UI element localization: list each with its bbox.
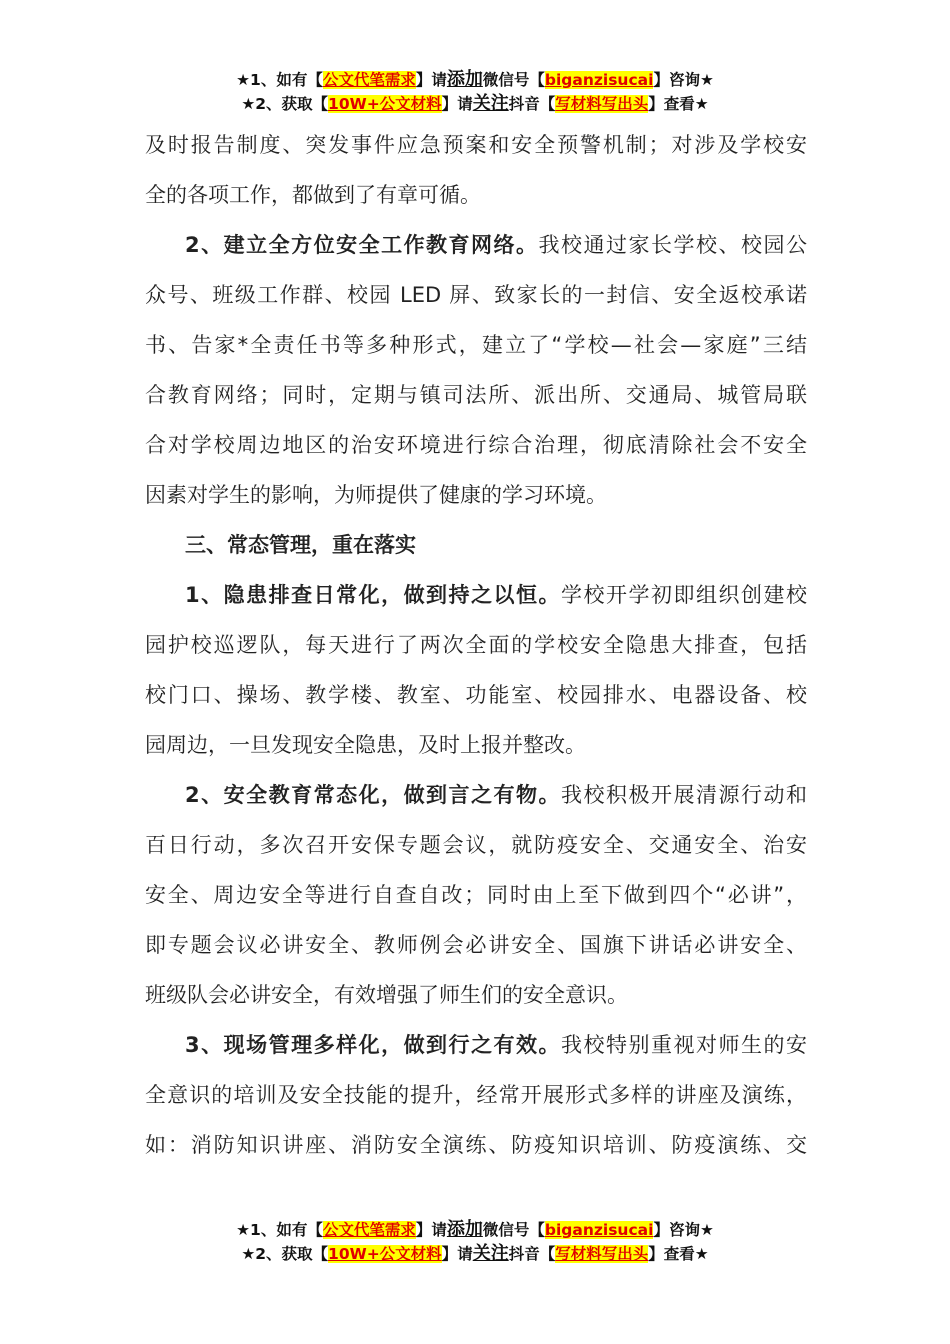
line-text: 百日行动，多次召开安保专题会议，就防疫安全、交通安全、治安 [145,833,807,857]
text-line [145,920,807,970]
text-line [185,770,807,820]
line-text: 校门口、操场、教学楼、教室、功能室、校园排水、电器设备、校 [145,683,807,707]
line-text: 合教育网络；同时，定期与镇司法所、派出所、交通局、城管局联 [145,383,807,407]
text-line [145,370,807,420]
highlight: 公文代笔需求 [322,1221,416,1239]
line-text: 学校开学初即组织创建校 [561,583,807,607]
highlight: 10W+公文材料 [328,95,442,113]
text-line [145,170,807,220]
text-line [145,1120,807,1170]
bold-lead: 三、常态管理，重在落实 [185,533,416,557]
line-text: 全意识的培训及安全技能的提升，经常开展形式多样的讲座及演练， [145,1083,807,1107]
highlight: 10W+公文材料 [328,1245,442,1263]
header-banner [0,68,950,116]
text-line [145,470,807,520]
text-line [145,820,807,870]
line-text: 因素对学生的影响，为师提供了健康的学习环境。 [145,483,607,507]
wechat-id: biganzisucai [544,71,654,89]
douyin-id: 写材料写出头 [555,95,649,113]
line-text: 园周边，一旦发现安全隐患，及时上报并整改。 [145,733,586,757]
line-text: 园护校巡逻队，每天进行了两次全面的学校安全隐患大排查，包括 [145,633,807,657]
text-line [185,220,807,270]
line-text: 即专题会议必讲安全、教师例会必讲安全、国旗下讲话必讲安全、 [145,933,807,957]
bold-lead: 1、隐患排查日常化，做到持之以恒。 [185,583,562,607]
text-line [145,670,807,720]
line-text: 我校通过家长学校、校园公 [538,233,807,257]
line-text: 我校特别重视对师生的安 [561,1033,807,1057]
bold-lead: 3、现场管理多样化，做到行之有效。 [185,1033,562,1057]
text-line [145,120,807,170]
bold-lead: 2、建立全方位安全工作教育网络。 [185,233,539,257]
text-line [185,1020,807,1070]
text-line [145,870,807,920]
text-line [185,570,807,620]
highlight: 公文代笔需求 [322,71,416,89]
text-line [145,320,807,370]
text-line [185,520,807,570]
douyin-id: 写材料写出头 [555,1245,649,1263]
line-text: 书、告家*全责任书等多种形式，建立了“学校—社会—家庭”三结 [145,333,807,357]
text-line [145,620,807,670]
line-text: 班级队会必讲安全，有效增强了师生们的安全意识。 [145,983,628,1007]
bold-lead: 2、安全教育常态化，做到言之有物。 [185,783,562,807]
text-line [145,970,807,1020]
line-text: 合对学校周边地区的治安环境进行综合治理，彻底清除社会不安全 [145,433,807,457]
line-text: 众号、班级工作群、校园 LED 屏、致家长的一封信、安全返校承诺 [145,283,807,307]
line-text: 如：消防知识讲座、消防安全演练、防疫知识培训、防疫演练、交 [145,1133,807,1157]
line-text: 及时报告制度、突发事件应急预案和安全预警机制；对涉及学校安 [145,133,807,157]
line-text: 全的各项工作，都做到了有章可循。 [145,183,481,207]
line-text: 我校积极开展清源行动和 [561,783,807,807]
text-line [145,1070,807,1120]
text-line [145,720,807,770]
text-line [145,420,807,470]
banner-line-1: ★1、如有【公文代笔需求】请添加微信号【biganzisucai】咨询★ [236,69,714,90]
banner-line-1: ★1、如有【公文代笔需求】请添加微信号【biganzisucai】咨询★ [236,1219,714,1240]
line-text: 安全、周边安全等进行自查自改；同时由上至下做到四个“必讲”， [145,883,807,907]
banner-line-2: ★2、获取【10W+公文材料】请关注抖音【写材料写出头】查看★ [241,1243,709,1264]
text-line [145,270,807,320]
banner-line-2: ★2、获取【10W+公文材料】请关注抖音【写材料写出头】查看★ [241,93,709,114]
footer-banner [0,1218,950,1266]
wechat-id: biganzisucai [544,1221,654,1239]
